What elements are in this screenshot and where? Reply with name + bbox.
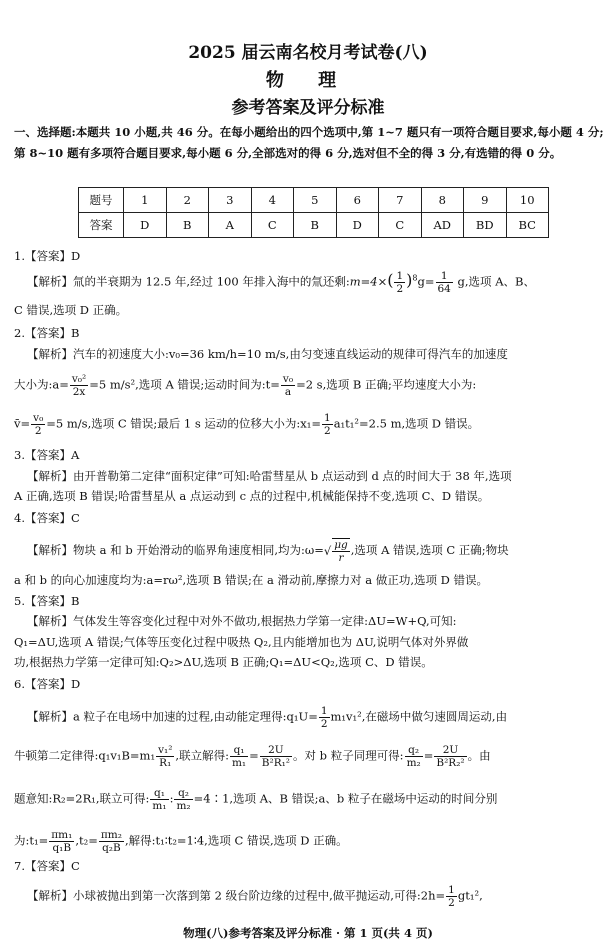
table-cell: C [251, 213, 294, 238]
numerator: 1 [320, 705, 328, 717]
table-cell: 8 [421, 188, 464, 213]
fraction [174, 787, 192, 812]
denominator: a [284, 386, 292, 398]
fraction [150, 787, 168, 812]
fraction [446, 884, 457, 909]
q7-analysis-line1 [27, 884, 610, 909]
q5-analysis-line1: 【解析】气体发生等容变化过程中对外不做功,根据热力学第一定律:ΔU=W+Q,可知: [27, 614, 457, 628]
answer-table [78, 187, 549, 238]
text-span: 。对 b 粒子同理可得: [293, 748, 404, 763]
numerator: q₂ [174, 787, 192, 800]
fraction [230, 744, 248, 769]
denominator: 2 [34, 425, 42, 437]
equals: = [249, 748, 259, 763]
denominator: B²R₂² [436, 757, 465, 769]
text-span: =5 m/s²,选项 A 错误;运动时间为:t= [89, 377, 280, 392]
fraction [332, 538, 350, 564]
numerator: μg [334, 539, 348, 551]
q5-analysis-line3: 功,根据热力学第一定律可知:Q₂>ΔU,选项 B 正确;Q₁=ΔU<Q₂,选项 C、D 错误。 [14, 655, 433, 669]
q2-analysis-line3 [14, 412, 610, 437]
numerator: 2U [434, 744, 466, 757]
denominator: m₂ [176, 800, 191, 812]
table-cell: 10 [506, 188, 549, 213]
denominator: m₁ [231, 757, 247, 769]
q4-analysis-line1 [27, 538, 610, 564]
text-span: ,选项 A 错误,选项 C 正确;物块 [350, 543, 509, 557]
fraction [156, 744, 174, 769]
table-cell: 6 [336, 188, 379, 213]
numerator: 1 [324, 412, 331, 424]
table-cell: 1 [124, 188, 167, 213]
numerator: 1 [396, 270, 404, 282]
table-cell: BC [506, 213, 549, 238]
text-span: : [169, 791, 174, 806]
q4-analysis-line2: a 和 b 的向心加速度均为:a=rω²,选项 B 错误;在 a 滑动前,摩擦力对 a 做正功,选项 D 错误。 [14, 573, 489, 587]
denominator: q₁B [52, 842, 72, 854]
q6-analysis-line3 [14, 787, 610, 812]
table-cell: D [124, 213, 167, 238]
numerator: 1 [436, 270, 453, 283]
text-span: ,t₂= [75, 833, 98, 848]
answer-table-number-row [79, 188, 549, 213]
text-span: a₁t₁²=2.5 m,选项 D 错误。 [333, 416, 480, 431]
q3-analysis-line1: 【解析】由开普勒第二定律“面积定律”可知:哈雷彗星从 b 点运动到 d 点的时间大于 38 年,选项 [27, 469, 512, 483]
table-cell: AD [421, 213, 464, 238]
text-span: ,联立解得: [175, 748, 229, 763]
fraction [319, 705, 330, 730]
text-span: 【解析】氚的半衰期为 12.5 年,经过 100 年排入海中的氚还剩: [27, 274, 350, 289]
paren: ) [406, 270, 413, 290]
page-footer: 物理(八)参考答案及评分标准 · 第 1 页(共 4 页) [183, 926, 433, 940]
text-span: g= [417, 274, 435, 289]
fraction [281, 373, 295, 398]
table-cell: 4 [251, 188, 294, 213]
text-span: 牛顿第二定律得:q₁v₁B=m₁ [14, 748, 156, 763]
fraction [260, 744, 292, 769]
exam-title: 2025 届云南名校月考试卷(八) [188, 43, 428, 63]
q6-analysis-line4 [14, 829, 610, 854]
table-cell: 5 [294, 188, 337, 213]
table-cell: C [379, 213, 422, 238]
q5-analysis-line2: Q₁=ΔU,选项 A 错误;气体等压变化过程中吸热 Q₂,且内能增加也为 ΔU,说明气体对外界做 [14, 635, 469, 649]
numerator: v₁² [158, 744, 173, 756]
fraction [436, 270, 453, 295]
text-span: g,选项 A、B、 [453, 274, 535, 289]
equals: = [423, 748, 434, 763]
text-span: 。由 [467, 748, 491, 763]
text-span: 题意知:R₂=2R₁,联立可得: [14, 791, 150, 806]
q1-answer: 1.【答案】D [14, 249, 81, 263]
text-span: v̄= [14, 416, 31, 431]
sqrt-symbol: √ [323, 544, 332, 558]
fraction [31, 412, 45, 437]
math-span: m=4× [349, 274, 388, 289]
subject-title: 物 理 [265, 70, 351, 91]
text-span: 【解析】小球被抛出到第一次落到第 2 级台阶边缘的过程中,做平抛运动,可得:2h= [27, 888, 446, 903]
text-span: 大小为:a= [14, 377, 69, 392]
text-span: ,解得:t₁∶t₂=1∶4,选项 C 错误,选项 D 正确。 [124, 833, 348, 848]
fraction [405, 744, 423, 769]
fraction [49, 829, 74, 854]
numerator: q₁ [230, 744, 248, 757]
table-cell: 3 [209, 188, 252, 213]
fraction [322, 412, 333, 437]
text-span: 为:t₁= [14, 833, 49, 848]
denominator: 64 [437, 283, 451, 295]
denominator: B²R₁² [261, 757, 291, 769]
fraction [70, 373, 88, 398]
text-span: 【解析】a 粒子在电场中加速的过程,由动能定理得:q₁U= [27, 709, 318, 724]
text-span: =2 s,选项 B 正确;平均速度大小为: [296, 377, 477, 392]
numerator: v₀ [33, 412, 44, 424]
denominator: 2 [324, 425, 331, 437]
table-cell: BD [464, 213, 507, 238]
q5-answer: 5.【答案】B [14, 594, 80, 608]
q1-analysis-line2: C 错误,选项 D 正确。 [14, 303, 128, 317]
q2-analysis-line1: 【解析】汽车的初速度大小:v₀=36 km/h=10 m/s,由匀变速直线运动的规律可得汽车的加速度 [27, 347, 508, 361]
answer-key-title: 参考答案及评分标准 [231, 98, 385, 118]
table-cell: D [336, 213, 379, 238]
table-cell: B [294, 213, 337, 238]
denominator: 2x [72, 386, 86, 398]
denominator: 2 [448, 897, 455, 909]
q4-answer: 4.【答案】C [14, 511, 80, 525]
section-instructions: 一、选择题:本题共 10 小题,共 46 分。在每小题给出的四个选项中,第 1~7 题只有一项符合题目要求,每小题 4 分;第 8~10 题有多项符合题目要求,每小题 6 分,全部选对的得 6 分,选对但不全的得 3 分,有选错的得 0 分。 [14, 125, 604, 160]
q3-analysis-line2: A 正确,选项 B 错误;哈雷彗星从 a 点运动到 c 点的过程中,机械能保持不变,选项 C、D 错误。 [14, 489, 490, 503]
denominator: m₁ [152, 800, 167, 812]
table-cell: B [166, 213, 209, 238]
numerator: q₂ [405, 744, 423, 757]
table-cell: 9 [464, 188, 507, 213]
q2-answer: 2.【答案】B [14, 326, 80, 340]
q2-analysis-line2 [14, 373, 610, 398]
table-cell: 2 [166, 188, 209, 213]
fraction [394, 270, 405, 295]
q6-answer: 6.【答案】D [14, 677, 81, 691]
denominator: 2 [320, 718, 328, 730]
text-span: m₁v₁²,在磁场中做匀速圆周运动,由 [330, 709, 508, 724]
exponent: 8 [412, 273, 418, 283]
numerator: q₁ [150, 787, 168, 800]
numerator: v₀ [282, 373, 294, 385]
text-span: gt₁², [457, 888, 483, 903]
paren: ( [387, 270, 394, 290]
text-span: =5 m/s,选项 C 错误;最后 1 s 运动的位移大小为:x₁= [46, 416, 322, 431]
denominator: m₂ [406, 757, 421, 769]
q6-analysis-line2 [14, 744, 610, 769]
text-span: =4∶1,选项 A、B 错误;a、b 粒子在磁场中运动的时间分别 [193, 791, 498, 806]
denominator: q₂B [102, 842, 121, 854]
table-cell: A [209, 213, 252, 238]
numerator: πm₂ [100, 829, 122, 841]
denominator: 2 [396, 283, 404, 295]
numerator: πm₁ [51, 829, 73, 841]
table-header-cell: 答案 [79, 213, 124, 238]
table-header-cell: 题号 [79, 188, 124, 213]
fraction [434, 744, 466, 769]
denominator: r [338, 552, 344, 564]
q7-answer: 7.【答案】C [14, 859, 80, 873]
numerator: v₀² [71, 373, 87, 385]
answer-table-answer-row [79, 213, 549, 238]
q6-analysis-line1 [27, 705, 610, 730]
table-cell: 7 [379, 188, 422, 213]
numerator: 1 [448, 884, 455, 896]
numerator: 2U [260, 744, 292, 757]
q1-analysis-line1 [27, 270, 610, 295]
fraction [99, 829, 124, 854]
text-span: 【解析】物块 a 和 b 开始滑动的临界角速度相同,均为:ω= [27, 543, 324, 557]
denominator: R₁ [159, 757, 172, 769]
q3-answer: 3.【答案】A [14, 448, 80, 462]
